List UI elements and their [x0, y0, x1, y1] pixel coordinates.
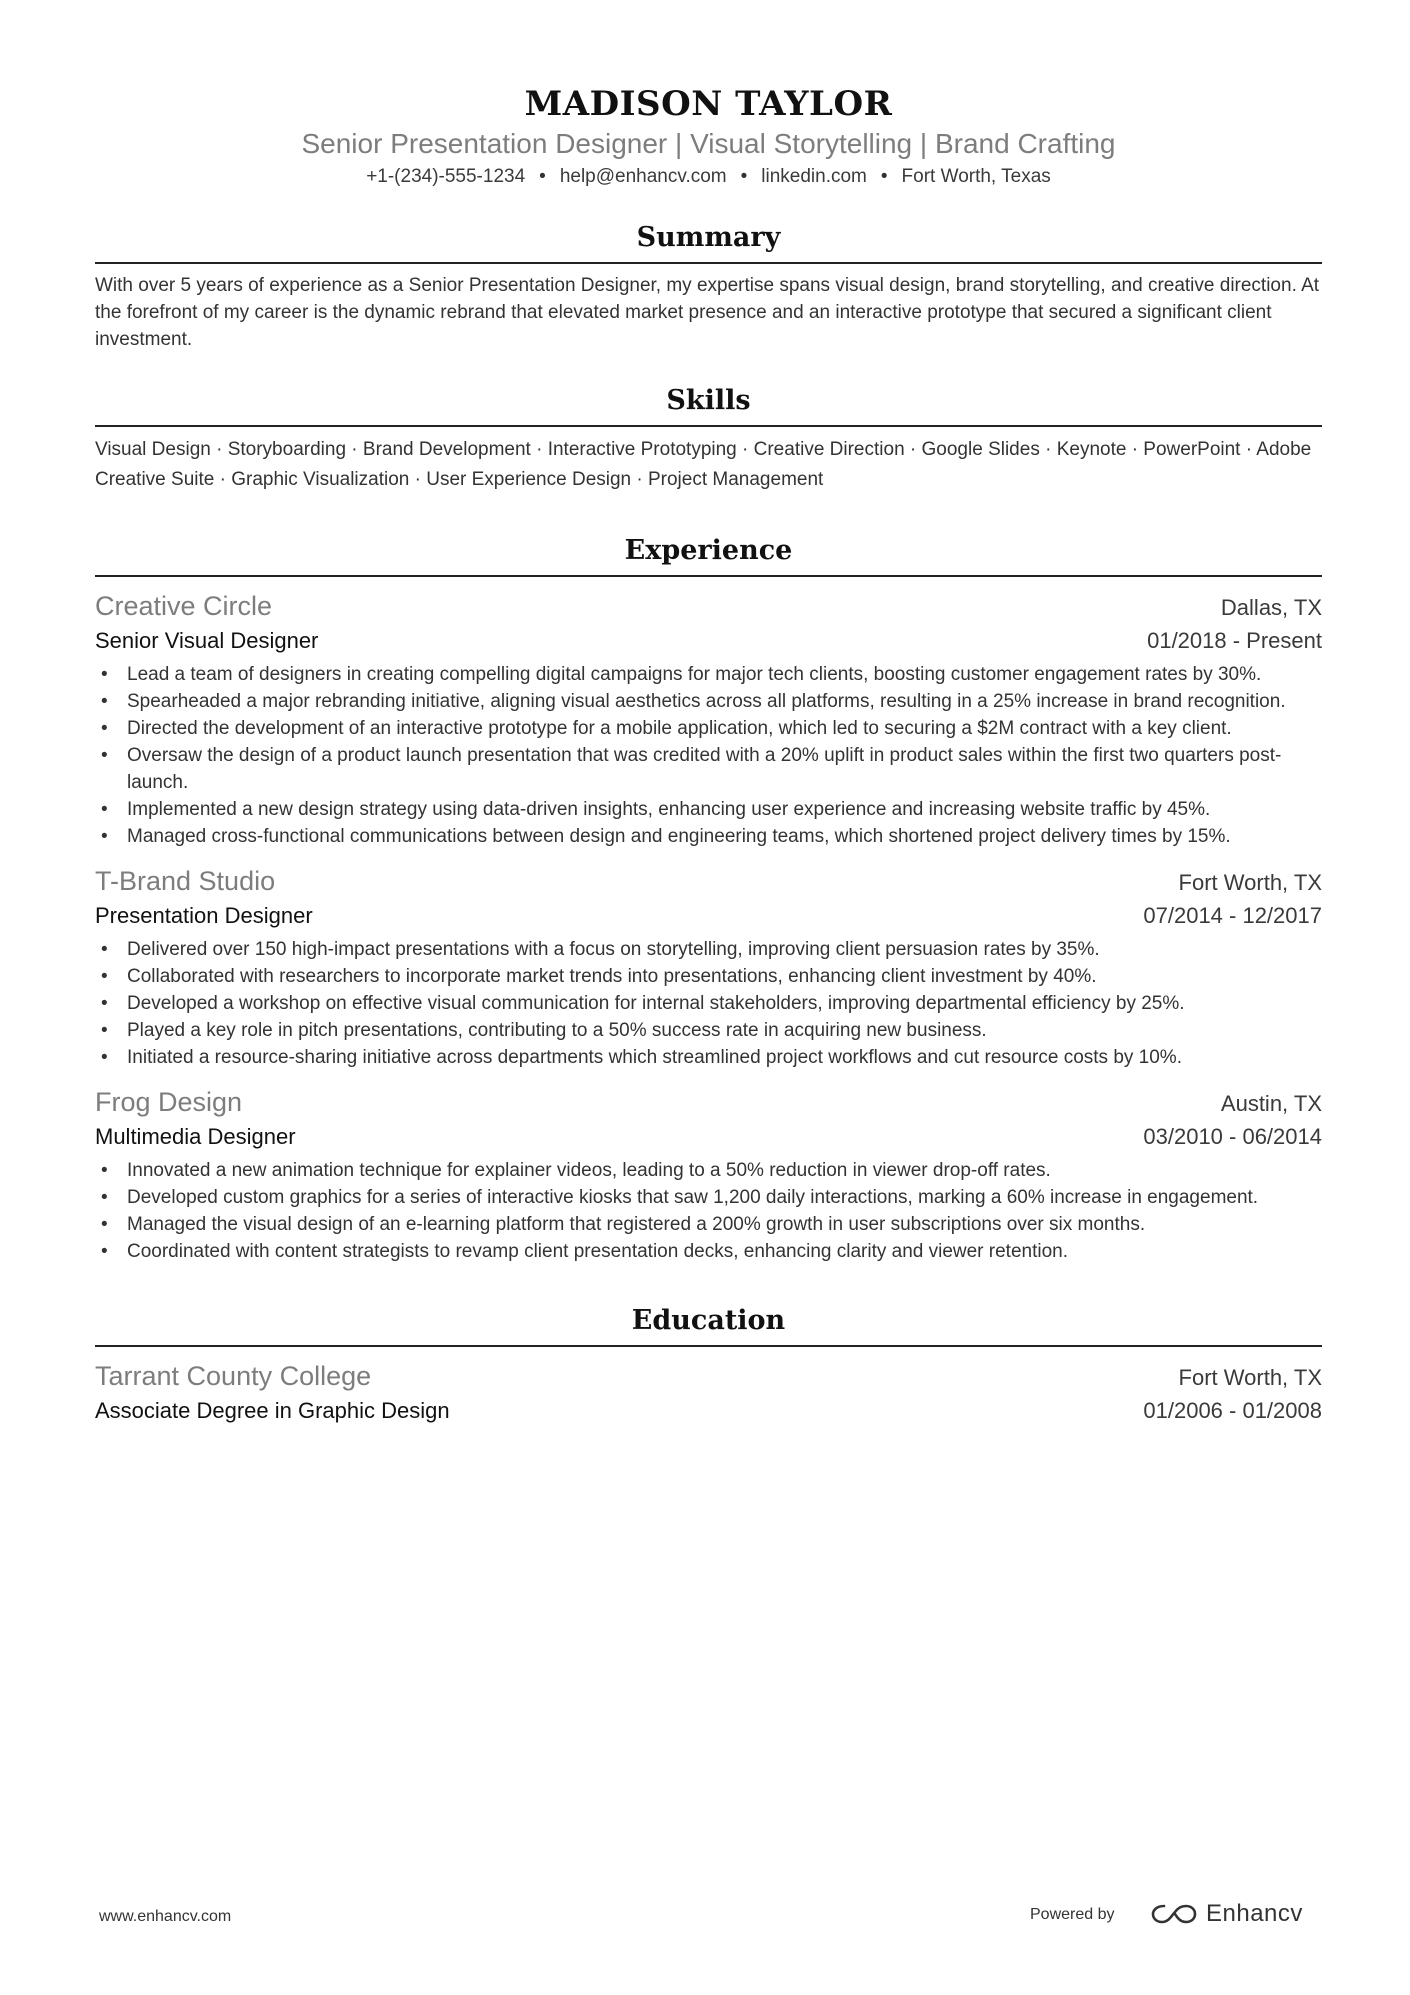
bullet-item: • Initiated a resource-sharing initiative across departments which streamlined project workflows and cut resource costs by 10%.	[95, 1044, 1322, 1071]
bullet-item: • Delivered over 150 high-impact presentations with a focus on storytelling, improving client persuasion rates by 35%.	[95, 936, 1322, 963]
school-location: Fort Worth, TX	[1178, 1365, 1322, 1390]
education-section	[95, 1303, 1322, 1427]
bullet-item: • Managed cross-functional communications between design and engineering teams, which shortened project delivery times by 15%.	[95, 823, 1322, 850]
job-dates: 07/2014 - 12/2017	[1143, 903, 1322, 928]
bullet-item: • Innovated a new animation technique for explainer videos, leading to a 50% reduction in viewer drop-off rates.	[95, 1157, 1322, 1184]
candidate-name: MADISON TAYLOR	[524, 84, 893, 124]
bullet-item: • Developed a workshop on effective visual communication for internal stakeholders, improving departmental efficiency by 25%.	[95, 990, 1322, 1017]
summary-text: With over 5 years of experience as a Senior Presentation Designer, my expertise spans visual design, brand storytelling, and creative direction. At the forefront of my career is the dynamic rebrand that elevated market presence and an interactive prototype that secured a significant client investment.	[95, 275, 1320, 350]
bullet-item: • Managed the visual design of an e-learning platform that registered a 200% growth in user subscriptions over six months.	[95, 1211, 1322, 1238]
company-name: Creative Circle	[95, 591, 273, 621]
candidate-headline: Senior Presentation Designer | Visual Storytelling | Brand Crafting	[301, 128, 1116, 159]
bullet-item: • Played a key role in pitch presentations, contributing to a 50% success rate in acquiring new business.	[95, 1017, 1322, 1044]
powered-by-label: Powered by	[1030, 1906, 1115, 1923]
contact-phone: +1-(234)-555-1234	[366, 166, 526, 187]
job-bullets	[95, 661, 1322, 850]
separator-dot-icon: •	[740, 166, 748, 187]
bullet-item: • Coordinated with content strategists to revamp client presentation decks, enhancing clarity and viewer retention.	[95, 1238, 1322, 1265]
resume-header	[95, 0, 1322, 190]
job-location: Fort Worth, TX	[1178, 870, 1322, 895]
separator-dot-icon: •	[880, 166, 888, 187]
job-dates: 03/2010 - 06/2014	[1143, 1124, 1322, 1149]
footer-url[interactable]: www.enhancv.com	[99, 1908, 232, 1925]
separator-dot-icon: •	[539, 166, 546, 187]
experience-entry	[95, 864, 1322, 1071]
education-title: Education	[95, 1303, 1322, 1347]
company-name: T-Brand Studio	[95, 866, 276, 896]
company-name: Frog Design	[95, 1087, 243, 1117]
bullet-item: • Developed custom graphics for a series of interactive kiosks that saw 1,200 daily interactions, marking a 60% increase in engagement.	[95, 1184, 1322, 1211]
job-title: Senior Visual Designer	[95, 628, 319, 653]
degree-name: Associate Degree in Graphic Design	[95, 1398, 450, 1423]
contact-linkedin[interactable]: linkedin.com	[761, 166, 867, 187]
skills-section	[95, 383, 1322, 495]
skills-title: Skills	[95, 383, 1322, 427]
brand-name: Enhancv	[1206, 1900, 1303, 1927]
contact-line	[95, 164, 1322, 190]
bullet-item: • Implemented a new design strategy using data-driven insights, enhancing user experience and increasing website traffic by 45%.	[95, 796, 1322, 823]
job-title: Presentation Designer	[95, 903, 313, 928]
resume-page	[95, 0, 1322, 1427]
bullet-item: • Directed the development of an interactive prototype for a mobile application, which led to securing a $2M contract with a key client.	[95, 715, 1322, 742]
bullet-item: • Lead a team of designers in creating compelling digital campaigns for major tech clients, boosting customer engagement rates by 30%.	[95, 661, 1322, 688]
job-location: Dallas, TX	[1220, 595, 1322, 620]
education-entry	[95, 1359, 1322, 1427]
summary-section	[95, 220, 1322, 353]
education-dates: 01/2006 - 01/2008	[1143, 1398, 1322, 1423]
enhancv-logo[interactable]	[1150, 1900, 1303, 1928]
job-bullets	[95, 936, 1322, 1071]
experience-section	[95, 533, 1322, 1265]
page-footer	[0, 1900, 1410, 1940]
experience-entry	[95, 589, 1322, 850]
skills-list: Visual Design · Storyboarding · Brand Development · Interactive Prototyping · Creative Direction · Google Slides · Keynote · PowerPoint · Adobe Creative Suite · Graphic Visualization · User Experience Design · Project Management	[95, 439, 1312, 490]
experience-entry	[95, 1085, 1322, 1265]
job-title: Multimedia Designer	[95, 1124, 296, 1149]
school-name: Tarrant County College	[95, 1361, 372, 1391]
bullet-item: • Collaborated with researchers to incorporate market trends into presentations, enhancing client investment by 40%.	[95, 963, 1322, 990]
job-bullets	[95, 1157, 1322, 1265]
contact-email[interactable]: help@enhancv.com	[559, 166, 727, 187]
bullet-item: • Oversaw the design of a product launch presentation that was credited with a 20% uplift in product sales within the first two quarters post-launch.	[95, 742, 1322, 796]
experience-title: Experience	[95, 533, 1322, 577]
bullet-item: • Spearheaded a major rebranding initiative, aligning visual aesthetics across all platforms, resulting in a 25% increase in brand recognition.	[95, 688, 1322, 715]
summary-title: Summary	[95, 220, 1322, 264]
infinity-logo-icon	[1150, 1901, 1198, 1927]
contact-location: Fort Worth, Texas	[901, 166, 1051, 187]
job-dates: 01/2018 - Present	[1147, 628, 1322, 653]
job-location: Austin, TX	[1220, 1091, 1322, 1116]
